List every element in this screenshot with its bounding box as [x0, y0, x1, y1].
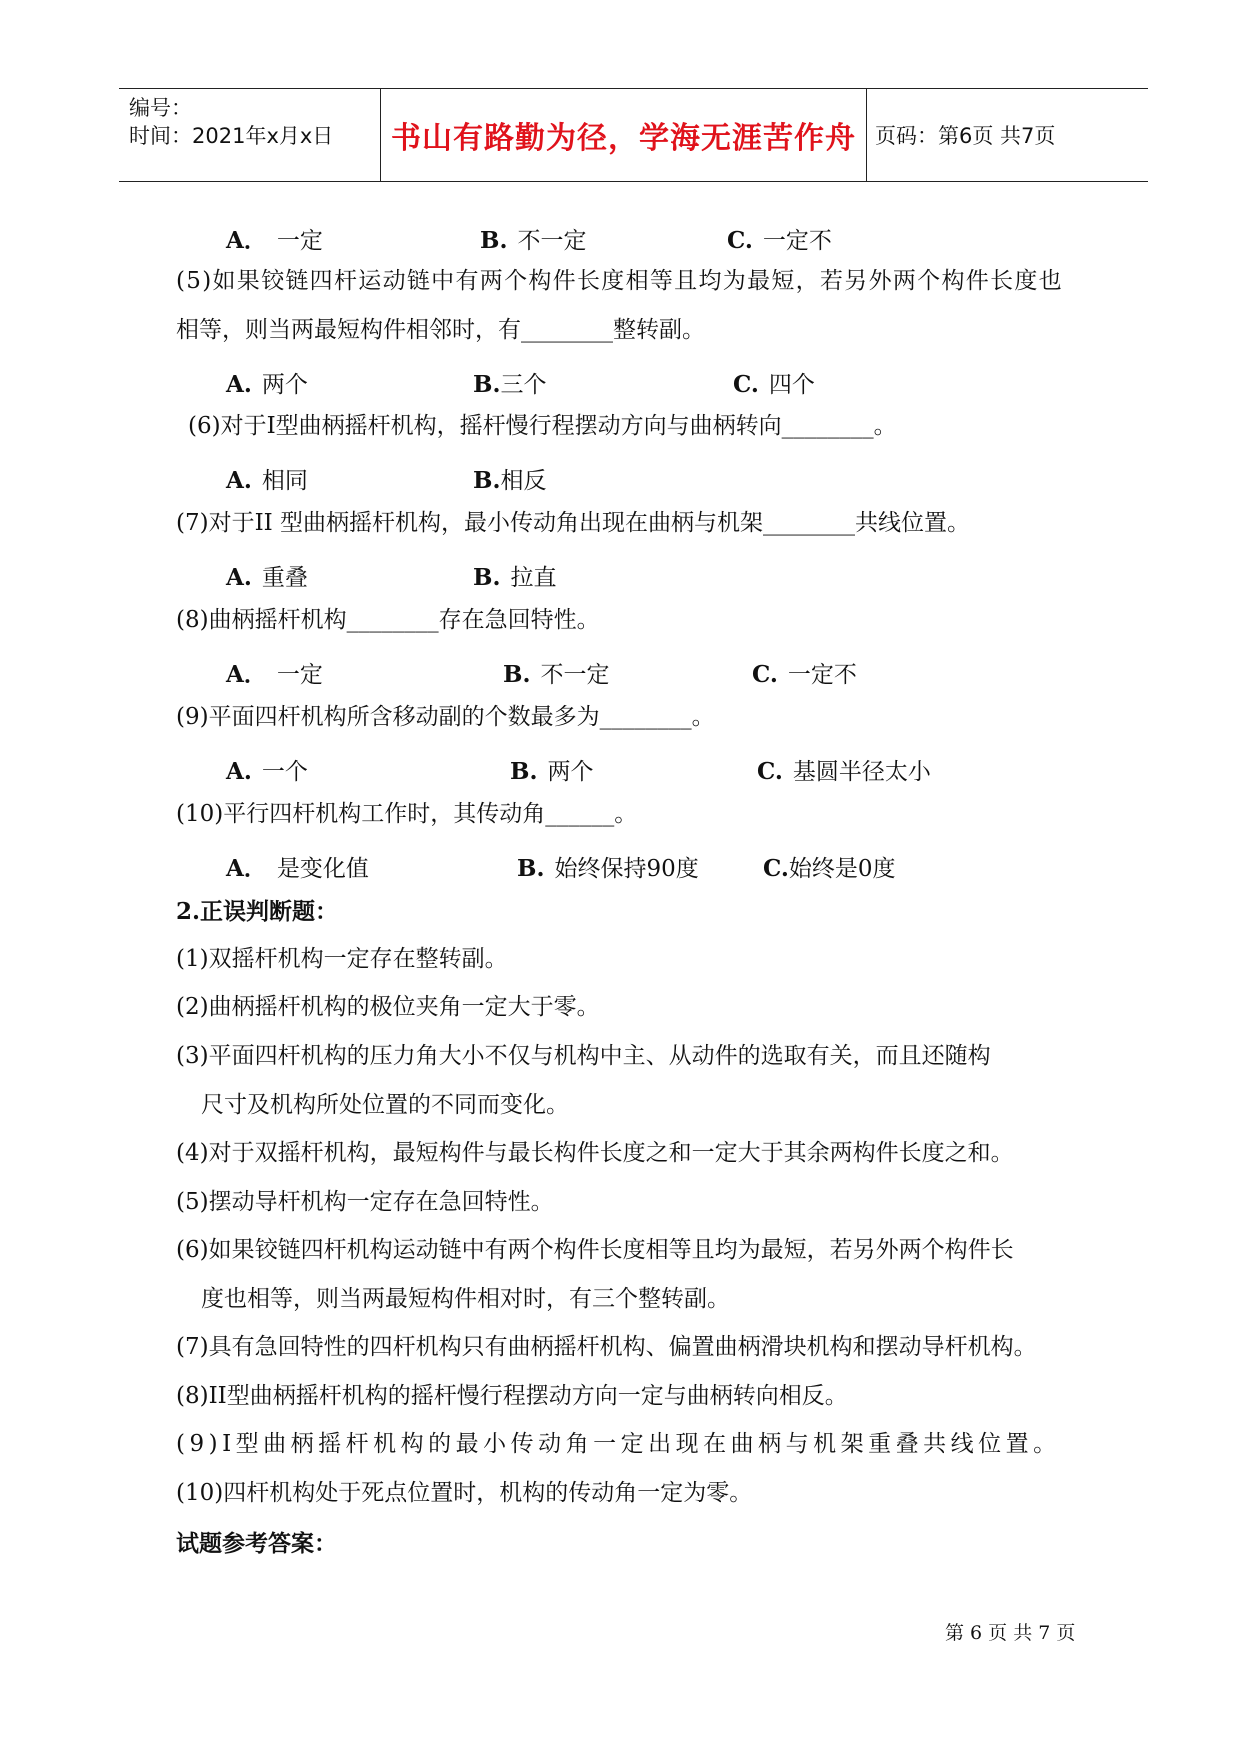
document-time-label: 时间：2021年x月x日	[129, 124, 334, 148]
judgment-9: (9)I型曲柄摇杆机构的最小传动角一定出现在曲柄与机架重叠共线位置。	[176, 1431, 1061, 1457]
q8-option-b: B. 不一定	[503, 661, 610, 688]
q9-option-b: B. 两个	[510, 758, 594, 785]
q10-option-a: A． 是变化值	[226, 855, 369, 882]
judgment-5: (5)摆动导杆机构一定存在急回特性。	[176, 1189, 554, 1215]
q6-option-b: B.相反	[473, 467, 547, 494]
q9-question: (9)平面四杆机构所含移动副的个数最多为________。	[176, 704, 715, 730]
q7-option-a: A. 重叠	[226, 564, 308, 591]
document-number-label: 编号：	[129, 96, 192, 120]
q5-option-b: B.三个	[473, 371, 547, 398]
q6-option-a: A. 相同	[226, 467, 308, 494]
judgment-4: (4)对于双摇杆机构，最短构件与最长构件长度之和一定大于其余两构件长度之和。	[176, 1140, 1014, 1166]
judgment-3-line-2: 尺寸及机构所处位置的不同而变化。	[201, 1092, 569, 1118]
q8-option-a: A． 一定	[226, 661, 323, 688]
header-page-cell	[875, 89, 1145, 181]
q5-line-2: 相等，则当两最短构件相邻时，有________整转副。	[176, 317, 705, 343]
q4-option-a: A． 一定	[226, 227, 323, 254]
q10-question: (10)平行四杆机构工作时，其传动角______。	[176, 801, 638, 827]
q4-option-b: B. 不一定	[480, 227, 587, 254]
q8-question: (8)曲柄摇杆机构________存在急回特性。	[176, 607, 600, 633]
q9-option-a: A. 一个	[226, 758, 308, 785]
q5-option-a: A. 两个	[226, 371, 308, 398]
judgment-2: (2)曲柄摇杆机构的极位夹角一定大于零。	[176, 994, 600, 1020]
header-page-code: 页码：第6页 共7页	[875, 124, 1056, 148]
judgment-8: (8)II型曲柄摇杆机构的摇杆慢行程摆动方向一定与曲柄转向相反。	[176, 1383, 848, 1409]
q10-option-c: C.始终是0度	[763, 855, 896, 882]
q5-option-c: C. 四个	[733, 371, 815, 398]
judgment-10: (10)四杆机构处于死点位置时，机构的传动角一定为零。	[176, 1480, 753, 1506]
q9-option-c: C. 基圆半径太小	[757, 758, 931, 785]
header-motto: 书山有路勤为径，学海无涯苦作舟	[391, 121, 856, 156]
judgment-3-line-1: (3)平面四杆机构的压力角大小不仅与机构中主、从动件的选取有关，而且还随构	[176, 1043, 991, 1069]
q7-option-b: B. 拉直	[473, 564, 557, 591]
q4-option-c: C. 一定不	[727, 227, 832, 254]
judgment-6-line-1: (6)如果铰链四杆机构运动链中有两个构件长度相等且均为最短，若另外两个构件长	[176, 1237, 1014, 1263]
judgment-7: (7)具有急回特性的四杆机构只有曲柄摇杆机构、偏置曲柄滑块机构和摆动导杆机构。	[176, 1334, 1037, 1360]
q10-option-b: B. 始终保持90度	[517, 855, 699, 882]
judgment-6-line-2: 度也相等，则当两最短构件相对时，有三个整转副。	[201, 1286, 730, 1312]
q7-question: (7)对于II 型曲柄摇杆机构，最小传动角出现在曲柄与机架________共线位置。	[176, 510, 971, 536]
header-meta	[129, 89, 379, 181]
header-motto-cell	[380, 89, 867, 181]
section-2-title: 2.正误判断题：	[176, 898, 339, 925]
judgment-1: (1)双摇杆机构一定存在整转副。	[176, 946, 508, 972]
q6-question: (6)对于I型曲柄摇杆机构，摇杆慢行程摆动方向与曲柄转向________。	[188, 413, 897, 439]
q8-option-c: C. 一定不	[752, 661, 857, 688]
answers-title: 试题参考答案：	[176, 1530, 337, 1557]
q5-line-1: (5)如果铰链四杆运动链中有两个构件长度相等且均为最短，若另外两个构件长度也	[176, 268, 1063, 294]
page-header	[119, 88, 1148, 182]
page-footer: 第 6 页 共 7 页	[945, 1622, 1076, 1644]
